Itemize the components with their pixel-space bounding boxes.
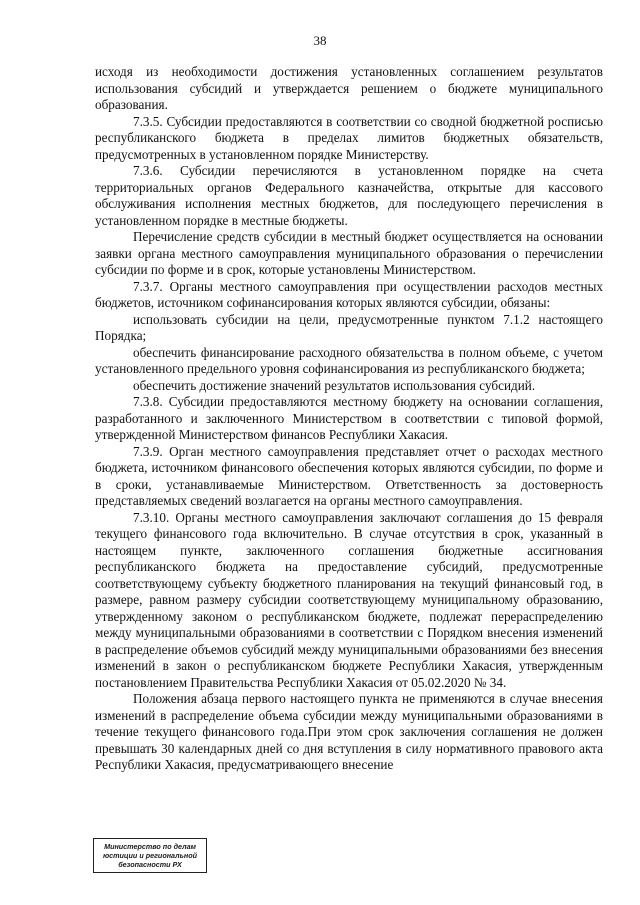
stamp-line: юстиции и региональной (103, 851, 197, 860)
paragraph: 7.3.7. Органы местного самоуправления при осуществлении расходов местных бюджетов, источником софинансирования которых являются субсидии, обязаны: (95, 278, 603, 310)
paragraph: 7.3.8. Субсидии предоставляются местному бюджету на основании соглашения, разработанного и заключенного Министерством в соответствии с типовой формой, утвержденной Министерством финансов Республики Хакасия. (95, 394, 603, 442)
paragraph: обеспечить достижение значений результатов использования субсидий. (133, 377, 536, 393)
ministry-stamp (93, 838, 207, 873)
page-number: 38 (313, 33, 327, 48)
paragraph: исходя из необходимости достижения установленных соглашением результатов использования субсидий и утверждается решением о бюджете муниципального образования. (95, 64, 603, 112)
document-body (95, 64, 603, 774)
stamp-line: Министерство по делам (104, 842, 196, 851)
paragraph: 7.3.5. Субсидии предоставляются в соответствии со сводной бюджетной росписью республиканского бюджета в пределах лимитов бюджетных обязательств, предусмотренных в установленном порядке Министерству. (95, 113, 603, 162)
paragraph: 7.3.9. Орган местного самоуправления представляет отчет о расходах местного бюджета, источником финансового обеспечения которых являются субсидии, по форме и в сроки, устанавливаемые Министерством. Ответственность за достоверность представляемых сведений возлагается на органы местного самоуправления. (95, 443, 603, 508)
paragraph: обеспечить финансирование расходного обязательства в полном объеме, с учетом установленного предельного уровня софинансирования из республиканского бюджета; (95, 344, 603, 376)
paragraph: Положения абзаца первого настоящего пункта не применяются в случае внесения изменений в распределение объема субсидии между муниципальными образованиями в течение текущего финансового года.При этом срок заключения соглашения не должен превышать 30 календарных дней со дня вступления в силу нормативного правового акта Республики Хакасия, предусматривающего внесение (95, 691, 603, 772)
paragraph: использовать субсидии на цели, предусмотренные пунктом 7.1.2 настоящего Порядка; (95, 311, 603, 343)
paragraph: 7.3.6. Субсидии перечисляются в установленном порядке на счета территориальных органов Федерального казначейства, открытые для кассового обслуживания исполнения местных бюджетов, для последующего перечисления в установленном порядке в местные бюджеты. (95, 163, 603, 228)
paragraph: 7.3.10. Органы местного самоуправления заключают соглашения до 15 февраля текущего финансового года включительно. В случае отсутствия в срок, указанный в настоящем пункте, заключенного соглашения бюджетные ассигнования республиканского бюджета на предоставление субсидий, предусмотренные соответствующему субъекту бюджетного планирования на текущий финансовый год, в размере, равном размеру субсидии соответствующему муниципальному образованию, утвержденному законом о республиканском бюджете, подлежат перераспределению между муниципальными образованиями в соответствии с Порядком внесения изменений в распределение объемов субсидий между муниципальными образованиями без внесения изменений в закон о республиканском бюджете Республики Хакасия, утвержденным постановлением Правительства Республики Хакасия от 05.02.2020 № 34. (95, 509, 603, 690)
stamp-line: безопасности РХ (118, 860, 182, 869)
paragraph: Перечисление средств субсидии в местный бюджет осуществляется на основании заявки органа местного самоуправления муниципального образования о перечислении субсидии по форме и в срок, которые установлены Министерством. (95, 229, 603, 277)
